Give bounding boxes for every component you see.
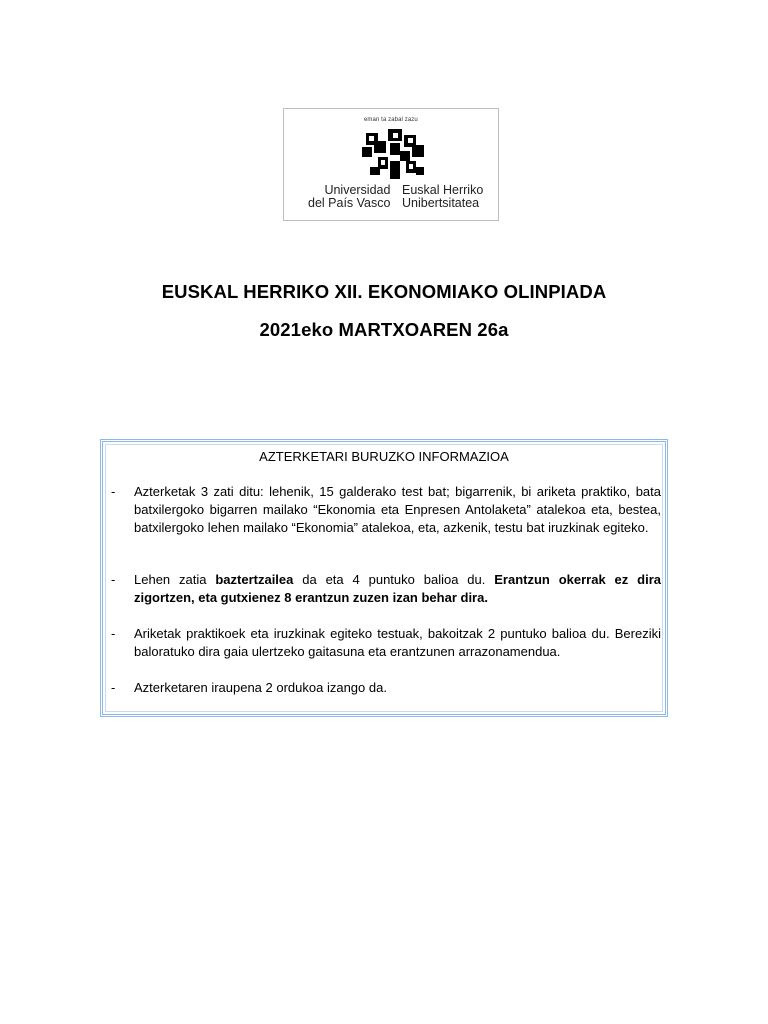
logo-name-eu-line1: Euskal Herriko [402, 183, 484, 197]
document-title: EUSKAL HERRIKO XII. EKONOMIAKO OLINPIADA [161, 281, 607, 302]
info-text-bold: baztertzailea [215, 572, 294, 587]
info-text-part: da eta 4 puntuko balioa du. [293, 572, 495, 587]
info-text-part: Lehen zatia [134, 572, 216, 587]
logo-name-eu-line2: Unibertsitatea [402, 196, 480, 210]
upv-ehu-tree-icon [360, 127, 430, 181]
bullet-dash: - [111, 626, 116, 641]
logo-name-es-line2: del País Vasco [308, 196, 391, 210]
info-item [109, 483, 661, 537]
info-item [109, 625, 661, 661]
info-heading: AZTERKETARI BURUZKO INFORMAZIOA [259, 449, 509, 464]
info-item-text: Azterketaren iraupena 2 ordukoa izango da. [134, 680, 387, 695]
info-item-text: Azterketak 3 zati ditu: lehenik, 15 galderako test bat; bigarrenik, bi ariketa praktiko, bata batxilergoko bigarren mailako “Ekonomia eta Enpresen Antolaketa” atalekoa eta, bestea, batxilergoko lehen mailako “Ekonomia” atalekoa, eta, azkenik, testu bat iruzkinak egiteko. [134, 484, 661, 535]
bullet-dash: - [111, 572, 116, 587]
bullet-dash: - [111, 680, 116, 695]
document-date: 2021eko MARTXOAREN 26a [259, 319, 509, 340]
info-item-text: Ariketak praktikoek eta iruzkinak egiteko testuak, bakoitzak 2 puntuko balioa du. Bereziki baloratuko dira gaia ulertzeko gaitasuna eta erantzunen arrazonamendua. [134, 626, 661, 659]
logo-motto: eman ta zabal zazu [364, 117, 418, 123]
logo-name-es-line1: Universidad [324, 183, 391, 197]
info-item [109, 571, 661, 607]
info-text-bold: Erantzun okerrak ez dira zigortzen, eta gutxienez 8 erantzun zuzen izan behar dira. [134, 572, 661, 605]
logo-name-basque [402, 184, 483, 210]
university-logo [283, 108, 499, 221]
exam-info-box [100, 439, 668, 717]
logo-name-spanish [308, 184, 390, 210]
bullet-dash: - [111, 484, 116, 499]
info-item-text [134, 571, 661, 607]
info-item [109, 679, 661, 697]
